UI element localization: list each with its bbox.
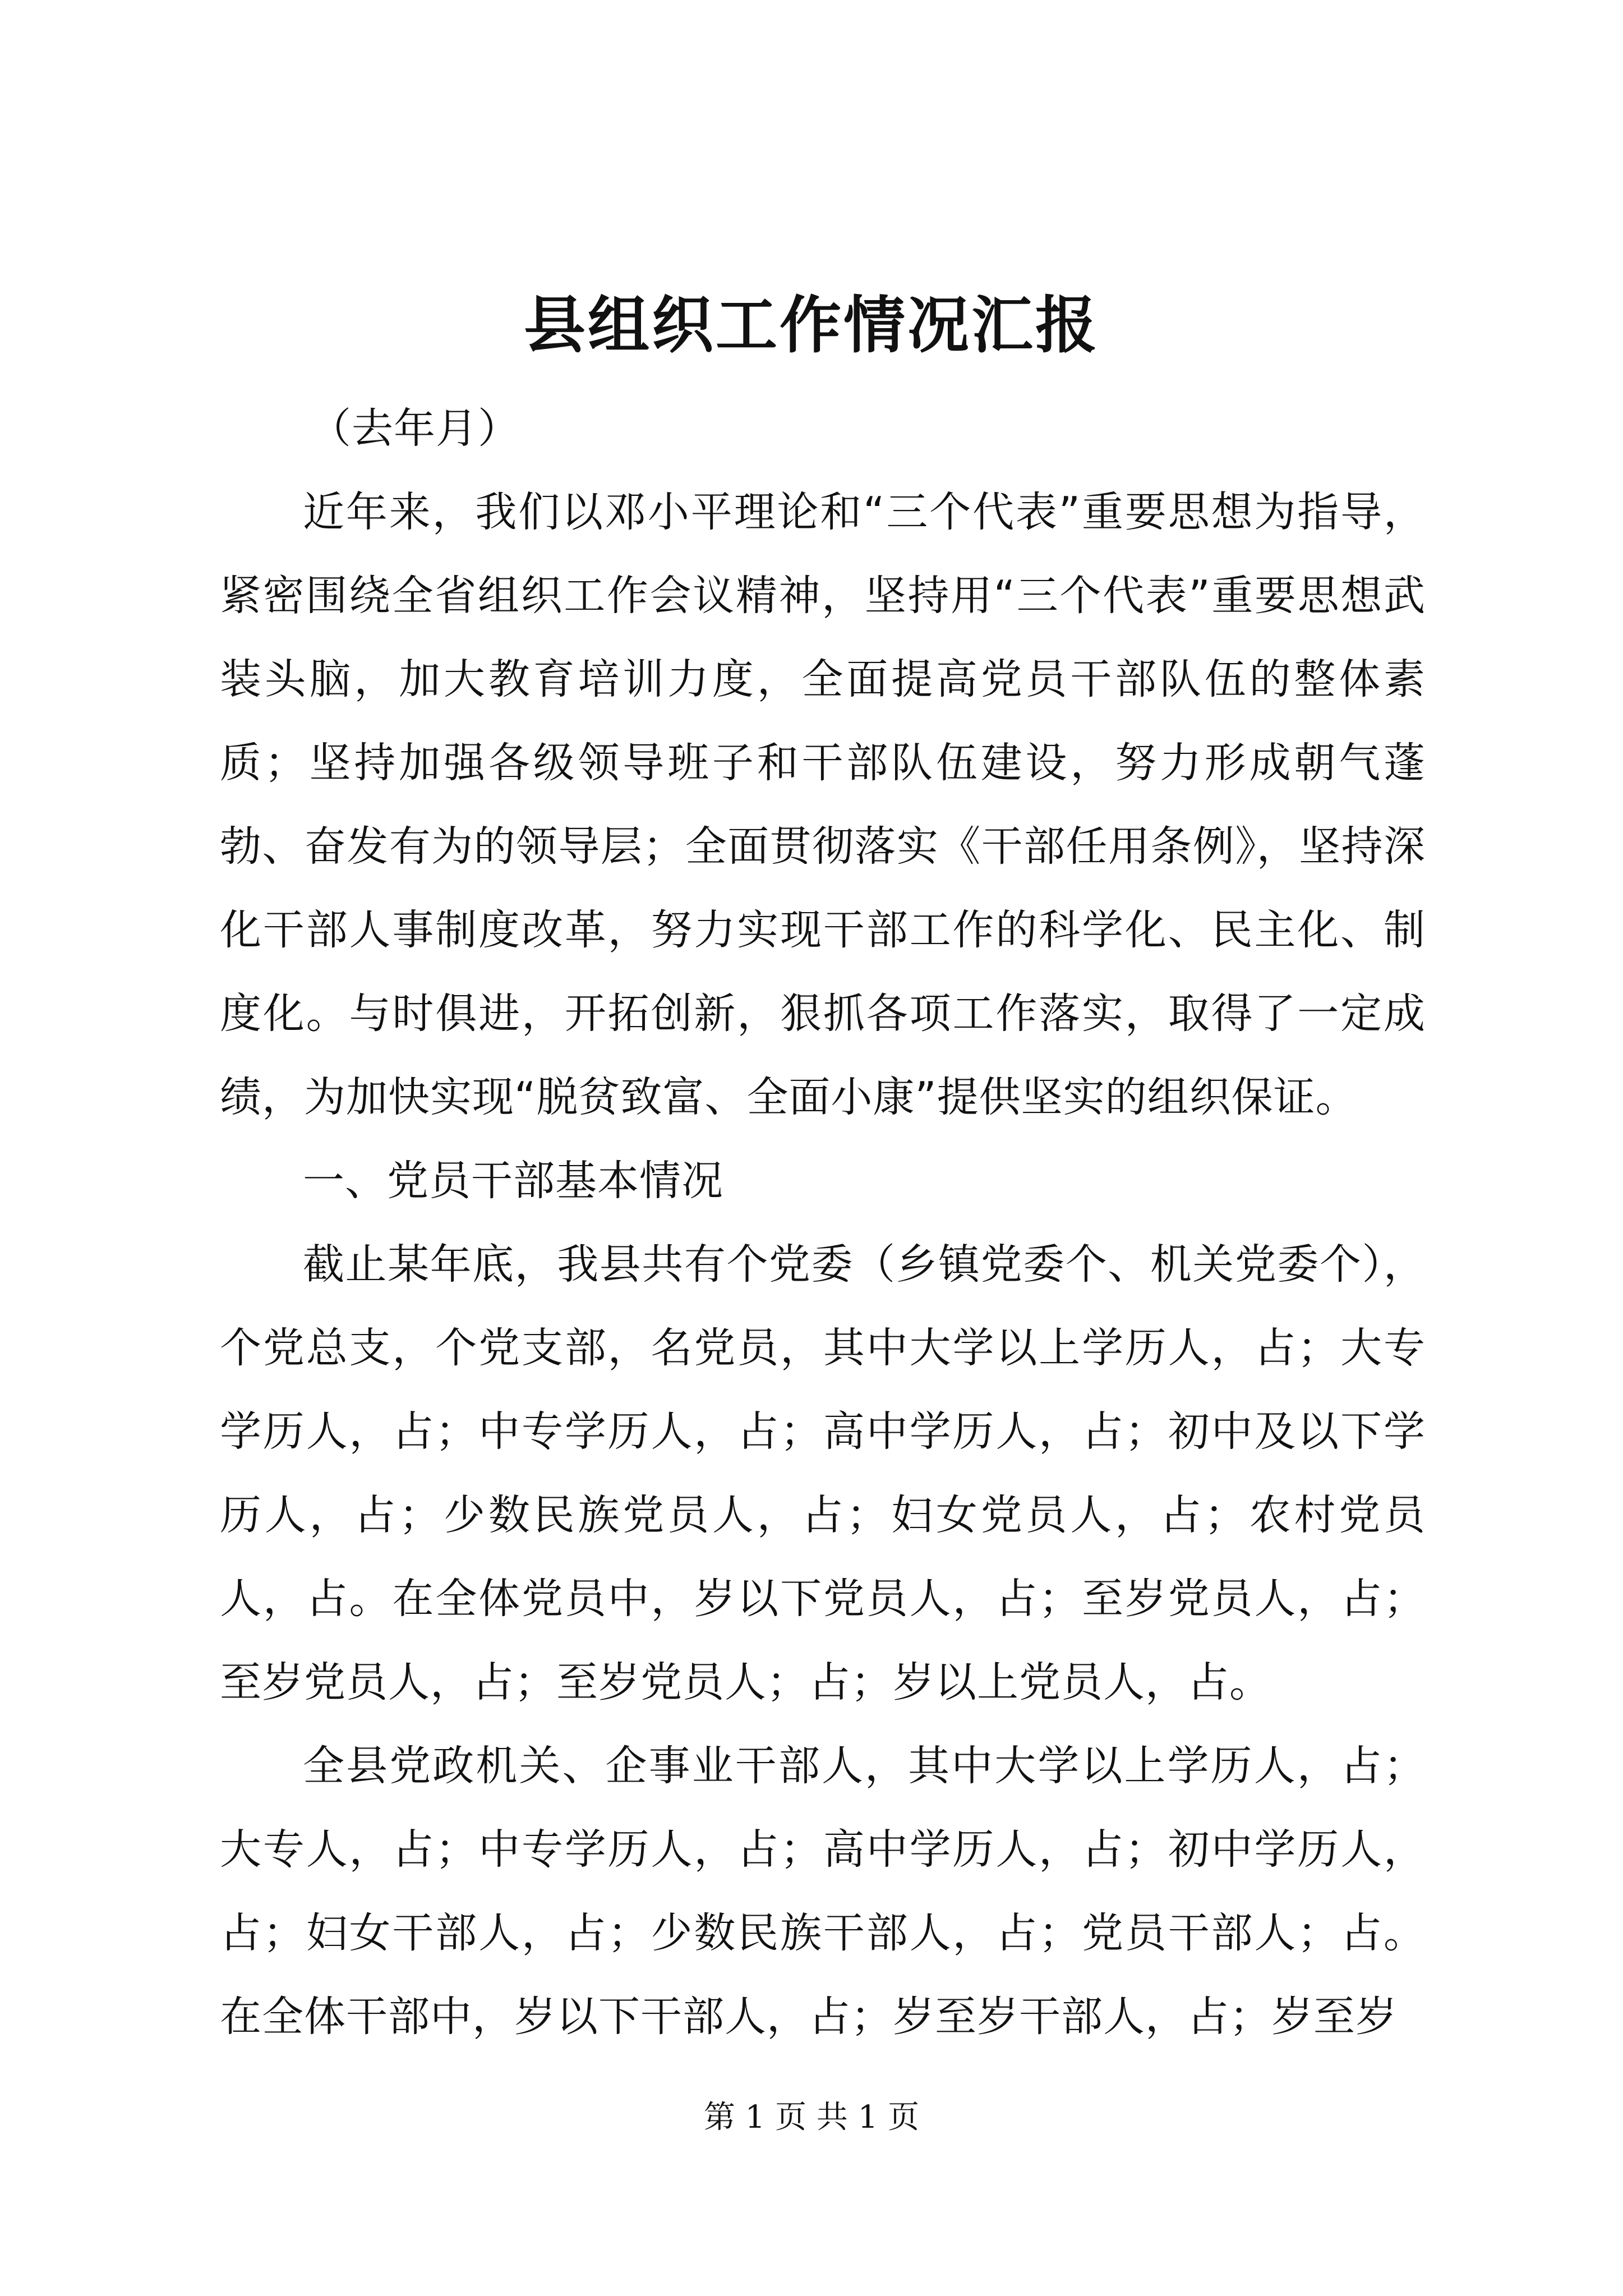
paragraph-party-members: 截止某年底，我县共有个党委（乡镇党委个、机关党委个），个党总支，个党支部，名党员，其中大学以上学历人，占；大专学历人，占；中专学历人，占；高中学历人，占；初中及以下学历人，占；少数民族党员人，占；妇女党员人，占；农村党员人，占。在全体党员中，岁以下党员人，占；至岁党员人，占；至岁党员人，占；至岁党员人；占；岁以上党员人，占。 [220, 1240, 1426, 1706]
section-heading: 一、党员干部基本情况 [303, 1157, 723, 1205]
document-title: 县组织工作情况汇报 [524, 289, 1099, 361]
paragraph-cadres: 全县党政机关、企事业干部人，其中大学以上学历人，占；大专人，占；中专学历人，占；高中学历人，占；初中学历人，占；妇女干部人，占；少数民族干部人，占；党员干部人；占。在全体干部中，岁以下干部人，占；岁至岁干部人，占；岁至岁 [220, 1742, 1426, 2041]
paragraph-intro: 近年来，我们以邓小平理论和“三个代表”重要思想为指导，紧密围绕全省组织工作会议精神，坚持用“三个代表”重要思想武装头脑，加大教育培训力度，全面提高党员干部队伍的整体素质；坚持加强各级领导班子和干部队伍建设，努力形成朝气蓬勃、奋发有为的领导层；全面贯彻落实《干部任用条例》，坚持深化干部人事制度改革，努力实现干部工作的科学化、民主化、制度化。与时俱进，开拓创新，狠抓各项工作落实，取得了一定成绩，为加快实现“脱贫致富、全面小康”提供坚实的组织保证。 [220, 488, 1426, 1121]
page-footer: 第 1 页 共 1 页 [703, 2099, 920, 2136]
document-body [220, 387, 1426, 2059]
date-line: （去年月） [310, 404, 520, 453]
